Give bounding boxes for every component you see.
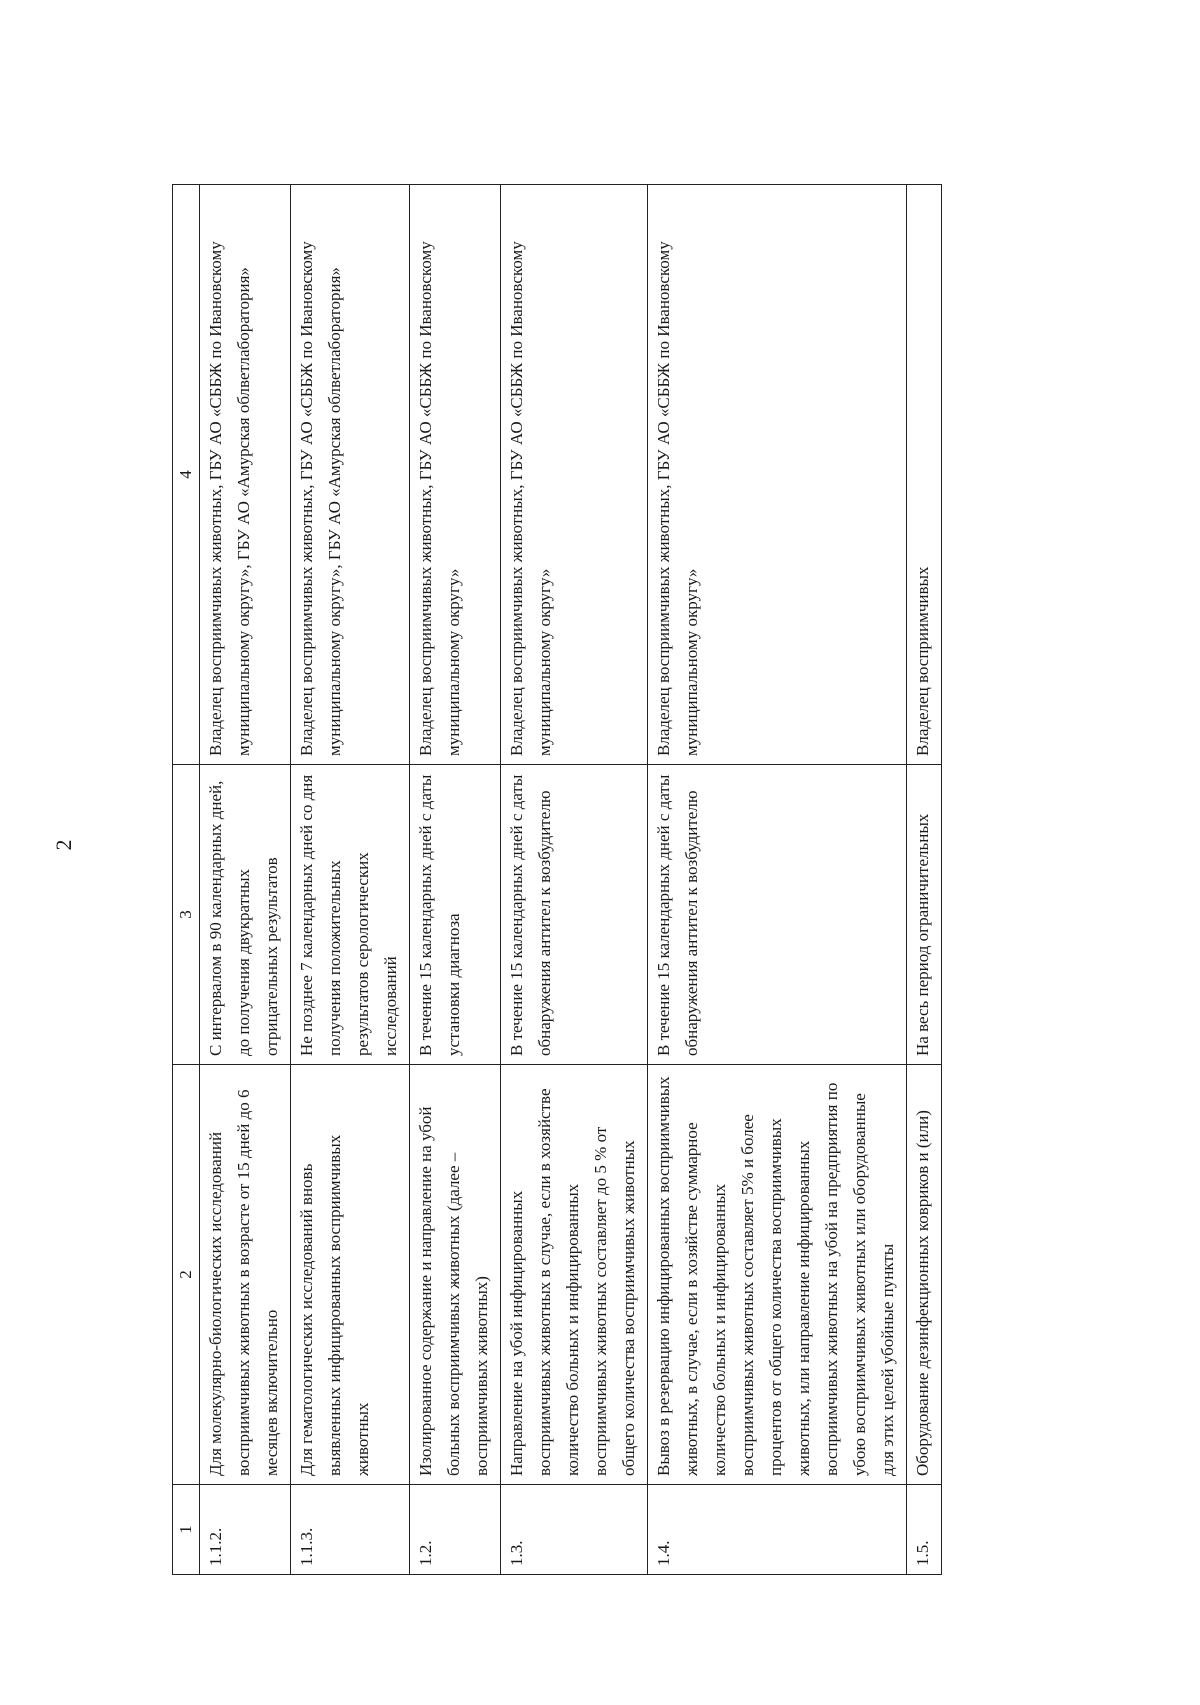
row-responsible: Владелец восприимчивых xyxy=(907,185,942,765)
row-term: На весь период ограничительных xyxy=(907,765,942,1065)
row-number: 1.2. xyxy=(410,1485,501,1575)
row-responsible: Владелец восприимчивых животных, ГБУ АО «СББЖ по Ивановскому муниципальному округу» xyxy=(648,185,907,765)
row-responsible: Владелец восприимчивых животных, ГБУ АО «СББЖ по Ивановскому муниципальному округу», ГБУ АО «Амурская облветлаборатория» xyxy=(200,185,291,765)
row-term: В течение 15 календарных дней с даты обнаружения антител к возбудителю xyxy=(501,765,648,1065)
table-row xyxy=(501,185,648,1575)
row-term: С интервалом в 90 календарных дней, до получения двукратных отрицательных результатов xyxy=(200,765,291,1065)
column-header-2: 2 xyxy=(173,1065,200,1485)
column-header-1: 1 xyxy=(173,1485,200,1575)
row-number: 1.5. xyxy=(907,1485,942,1575)
row-measure: Оборудование дезинфекционных ковриков и (или) xyxy=(907,1065,942,1485)
measures-table xyxy=(172,184,942,1575)
row-measure: Изолированное содержание и направление на убой больных восприимчивых животных (далее – восприимчивых животных) xyxy=(410,1065,501,1485)
table-row xyxy=(410,185,501,1575)
row-number: 1.1.3. xyxy=(291,1485,410,1575)
row-number: 1.4. xyxy=(648,1485,907,1575)
table-header-row xyxy=(173,185,200,1575)
table-row xyxy=(200,185,291,1575)
column-header-3: 3 xyxy=(173,765,200,1065)
row-responsible: Владелец восприимчивых животных, ГБУ АО «СББЖ по Ивановскому муниципальному округу» xyxy=(410,185,501,765)
table-row xyxy=(291,185,410,1575)
row-measure: Вывоз в резервацию инфицированных восприимчивых животных, в случае, если в хозяйстве суммарное количество больных и инфицированных восприимчивых животных составляет 5% и более процентов от общего количества восприимчивых животных, или направление инфицированных восприимчивых животных на убой на предприятия по убою восприимчивых животных или оборудованные для этих целей убойные пункты xyxy=(648,1065,907,1485)
row-responsible: Владелец восприимчивых животных, ГБУ АО «СББЖ по Ивановскому муниципальному округу» xyxy=(501,185,648,765)
row-number: 1.3. xyxy=(501,1485,648,1575)
page-number: 2 xyxy=(51,839,76,851)
table-row xyxy=(907,185,942,1575)
row-term: В течение 15 календарных дней с даты обнаружения антител к возбудителю xyxy=(648,765,907,1065)
column-header-4: 4 xyxy=(173,185,200,765)
row-measure: Для молекулярно-биологических исследований восприимчивых животных в возрасте от 15 дней до 6 месяцев включительно xyxy=(200,1065,291,1485)
row-measure: Для гематологических исследований вновь выявленных инфицированных восприимчивых животных xyxy=(291,1065,410,1485)
row-term: Не позднее 7 календарных дней со дня получения положительных результатов серологических исследований xyxy=(291,765,410,1065)
table-row xyxy=(648,185,907,1575)
row-responsible: Владелец восприимчивых животных, ГБУ АО «СББЖ по Ивановскому муниципальному округу», ГБУ АО «Амурская облветлаборатория» xyxy=(291,185,410,765)
measures-table-container xyxy=(172,185,1072,1575)
row-number: 1.1.2. xyxy=(200,1485,291,1575)
row-term: В течение 15 календарных дней с даты установки диагноза xyxy=(410,765,501,1065)
row-measure: Направление на убой инфицированных восприимчивых животных в случае, если в хозяйстве количество больных и инфицированных восприимчивых животных составляет до 5 % от общего количества восприимчивых животных xyxy=(501,1065,648,1485)
